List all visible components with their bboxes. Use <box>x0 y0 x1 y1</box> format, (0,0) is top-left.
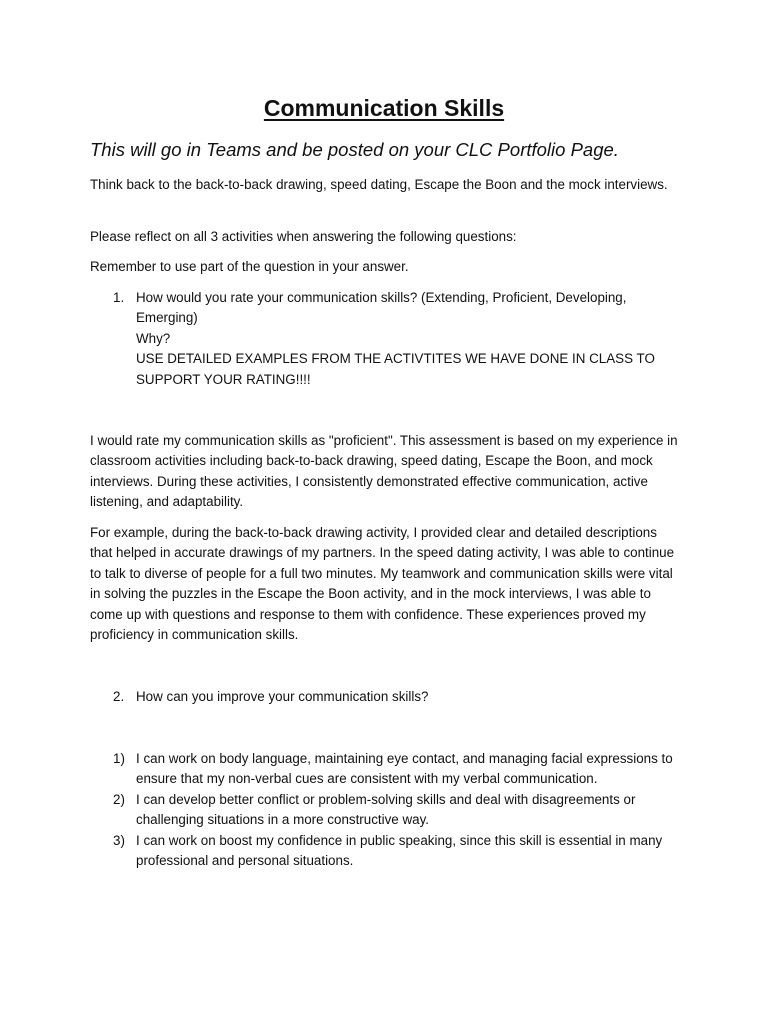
question-2-number: 2. <box>113 689 125 704</box>
page-title: Communication Skills <box>263 95 505 121</box>
answer-2-item-2-number: 2) <box>113 792 125 807</box>
question-1-number: 1. <box>113 290 125 305</box>
answer-2-item-3-text: I can work on boost my confidence in public speaking, since this skill is essential in many professional and personal situations. <box>136 833 663 869</box>
answer-2-item-1 <box>90 749 680 790</box>
question-1-text: How would you rate your communication skills? (Extending, Proficient, Developing, Emerging) <box>136 290 627 326</box>
answer-1-paragraph-2: For example, during the back-to-back drawing activity, I provided clear and detailed descriptions that helped in accurate drawings of my partners. In the speed dating activity, I was able to continue to talk to diverse of people for a full two minutes. My teamwork and communication skills were vital in solving the puzzles in the Escape the Boon activity, and in the mock interviews, I was able to come up with questions and response to them with confidence. These experiences proved my proficiency in communication skills. <box>90 525 675 643</box>
question-1-why: Why? <box>136 330 171 346</box>
intro-paragraph-2: Please reflect on all 3 activities when answering the following questions: <box>90 229 517 244</box>
answer-2-item-3 <box>90 831 680 872</box>
answer-2-item-1-number: 1) <box>113 751 125 766</box>
answer-1-paragraph-1: I would rate my communication skills as "proficient". This assessment is based on my experience in classroom activities including back-to-back drawing, speed dating, Escape the Boon, and mock interviews. During these activities, I consistently demonstrated effective communication, active listening, and adaptability. <box>90 433 678 510</box>
question-2-text: How can you improve your communication skills? <box>136 689 429 704</box>
answer-2-item-2 <box>90 790 680 831</box>
answer-2-item-3-number: 3) <box>113 833 125 848</box>
intro-paragraph-3: Remember to use part of the question in your answer. <box>90 259 409 274</box>
intro-paragraph-1: Think back to the back-to-back drawing, speed dating, Escape the Boon and the mock interviews. <box>90 177 668 192</box>
page-subtitle: This will go in Teams and be posted on your CLC Portfolio Page. <box>90 139 619 160</box>
question-1-instruction: USE DETAILED EXAMPLES FROM THE ACTIVTITES WE HAVE DONE IN CLASS TO SUPPORT YOUR RATING!!!! <box>136 351 655 387</box>
question-2 <box>90 687 680 707</box>
answer-2-item-2-text: I can develop better conflict or problem-solving skills and deal with disagreements or challenging situations in a more constructive way. <box>136 792 636 828</box>
answer-2-item-1-text: I can work on body language, maintaining eye contact, and managing facial expressions to ensure that my non-verbal cues are consistent with my verbal communication. <box>136 751 673 787</box>
question-1 <box>90 288 680 390</box>
